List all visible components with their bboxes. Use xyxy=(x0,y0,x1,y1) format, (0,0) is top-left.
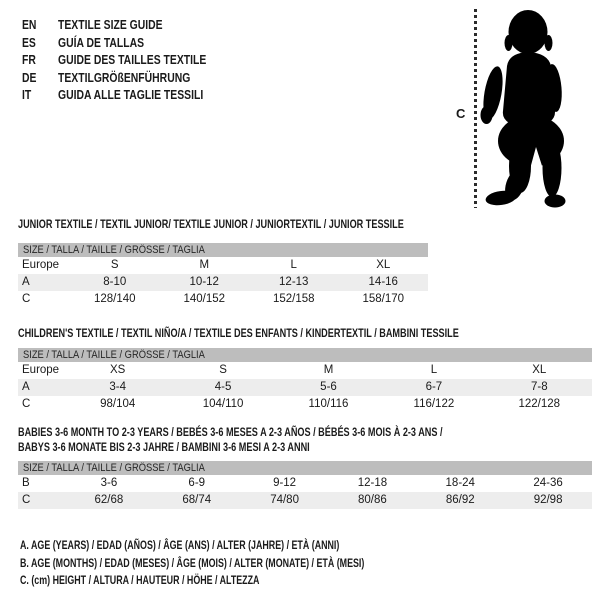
table-cell: M xyxy=(199,259,210,271)
row-label: Europe xyxy=(22,364,60,376)
babies-table-title-line1: BABIES 3-6 MONTH TO 2-3 YEARS / BEBÉS 3-6 MESES A 2-3 AÑOS / BÉBÉS 3-6 MOIS À 2-3 ANS / xyxy=(18,425,443,439)
table-cell: 3-4 xyxy=(109,381,126,393)
table-cell: 110/116 xyxy=(308,398,349,410)
table-cell: XS xyxy=(110,364,126,376)
table-cell: 7-8 xyxy=(530,381,548,393)
table-row-europe xyxy=(18,362,592,379)
language-code: ES xyxy=(22,34,36,50)
size-header-bar: SIZE / TALLA / TAILLE / GRÖSSE / TAGLIA xyxy=(18,243,428,257)
language-code: DE xyxy=(22,69,37,85)
table-cell: S xyxy=(110,259,119,271)
table-cell: S xyxy=(219,364,227,376)
table-cell: 86/92 xyxy=(445,494,475,506)
table-cell: 24-36 xyxy=(533,477,563,489)
table-cell: 5-6 xyxy=(320,381,337,393)
table-cell: 104/110 xyxy=(202,398,244,410)
table-cell: 10-12 xyxy=(189,276,219,288)
row-label: A xyxy=(22,276,30,288)
table-cell: 116/122 xyxy=(413,398,455,410)
language-row-fr xyxy=(22,51,243,69)
childrens-table-title: CHILDREN'S TEXTILE / TEXTIL NIÑO/A / TEXTILE DES ENFANTS / KINDERTEXTIL / BAMBINI TESSILE xyxy=(18,326,459,340)
table-cell: 140/152 xyxy=(183,293,226,305)
language-row-es xyxy=(22,34,243,52)
language-title-list xyxy=(22,16,243,104)
table-cell: 8-10 xyxy=(103,276,127,288)
table-cell: 74/80 xyxy=(270,494,299,506)
table-row-a xyxy=(18,379,592,396)
table-cell: 4-5 xyxy=(214,381,232,393)
language-title: GUIDE DES TAILLES TEXTILE xyxy=(58,52,207,68)
legend-line-a: A. AGE (YEARS) / EDAD (AÑOS) / ÂGE (ANS) / ALTER (JAHRE) / ETÀ (ANNI) xyxy=(20,538,340,552)
legend-line-b: B. AGE (MONTHS) / EDAD (MESES) / ÂGE (MOIS) / ALTER (MONATE) / ETÀ (MESI) xyxy=(20,555,365,570)
table-cell: 92/98 xyxy=(533,494,563,506)
language-code: FR xyxy=(22,52,36,68)
height-measure-dotted-line xyxy=(474,9,477,208)
babies-table-title-line2: BABYS 3-6 MONATE BIS 2-3 JAHRE / BAMBINI 3-6 MESI A 2-3 ANNI xyxy=(18,440,310,454)
row-label: C xyxy=(22,398,31,410)
table-cell: 128/140 xyxy=(93,293,136,305)
row-label: Europe xyxy=(22,259,60,271)
table-cell: 14-16 xyxy=(368,276,398,288)
row-label: C xyxy=(22,494,31,506)
babies-size-table xyxy=(18,425,592,509)
language-row-en xyxy=(22,16,243,34)
language-row-de xyxy=(22,69,243,87)
table-cell: 68/74 xyxy=(182,494,212,506)
language-row-it xyxy=(22,86,243,104)
table-row-c xyxy=(18,492,592,509)
table-cell: 80/86 xyxy=(358,494,387,506)
table-cell: 98/104 xyxy=(100,398,136,410)
row-label: B xyxy=(22,477,30,489)
table-row-a xyxy=(18,274,428,291)
language-title: TEXTILGRÖßENFÜHRUNG xyxy=(58,69,191,85)
table-cell: 6-7 xyxy=(425,381,443,393)
table-cell: 9-12 xyxy=(273,477,297,489)
table-cell: 152/158 xyxy=(272,293,315,305)
language-title: GUÍA DE TALLAS xyxy=(58,34,145,50)
childrens-size-table xyxy=(18,326,592,413)
language-code: EN xyxy=(22,17,37,33)
table-row-b xyxy=(18,475,592,492)
size-header-bar: SIZE / TALLA / TAILLE / GRÖSSE / TAGLIA xyxy=(18,461,592,475)
table-cell: 12-13 xyxy=(279,276,309,288)
language-code: IT xyxy=(22,87,32,103)
table-cell: XL xyxy=(532,364,547,376)
table-cell: 158/170 xyxy=(362,293,405,305)
table-cell: 6-9 xyxy=(188,477,206,489)
table-row-c xyxy=(18,291,428,308)
table-cell: 3-6 xyxy=(100,477,118,489)
table-cell: 62/68 xyxy=(94,494,124,506)
baby-silhouette-icon xyxy=(480,8,570,210)
junior-table-title: JUNIOR TEXTILE / TEXTIL JUNIOR/ TEXTILE JUNIOR / JUNIORTEXTIL / JUNIOR TESSILE xyxy=(18,217,404,231)
table-cell: XL xyxy=(376,259,391,271)
measurement-legend xyxy=(20,537,485,590)
table-cell: 12-18 xyxy=(357,477,388,489)
table-row-c xyxy=(18,396,592,413)
table-cell: L xyxy=(430,364,438,376)
size-header-bar: SIZE / TALLA / TAILLE / GRÖSSE / TAGLIA xyxy=(18,348,592,362)
row-label: A xyxy=(22,381,30,393)
table-cell: 18-24 xyxy=(445,477,475,489)
language-title: GUIDA ALLE TAGLIE TESSILI xyxy=(58,87,204,103)
language-title: TEXTILE SIZE GUIDE xyxy=(58,17,163,33)
measure-label-c: C xyxy=(456,106,466,121)
row-label: C xyxy=(22,293,31,305)
table-cell: L xyxy=(290,259,297,271)
junior-size-table xyxy=(18,217,428,308)
table-cell: M xyxy=(323,364,334,376)
table-cell: 122/128 xyxy=(518,398,561,410)
legend-line-c: C. (cm) HEIGHT / ALTURA / HAUTEUR / HÖHE / ALTEZZA xyxy=(20,573,260,587)
table-row-europe xyxy=(18,257,428,274)
